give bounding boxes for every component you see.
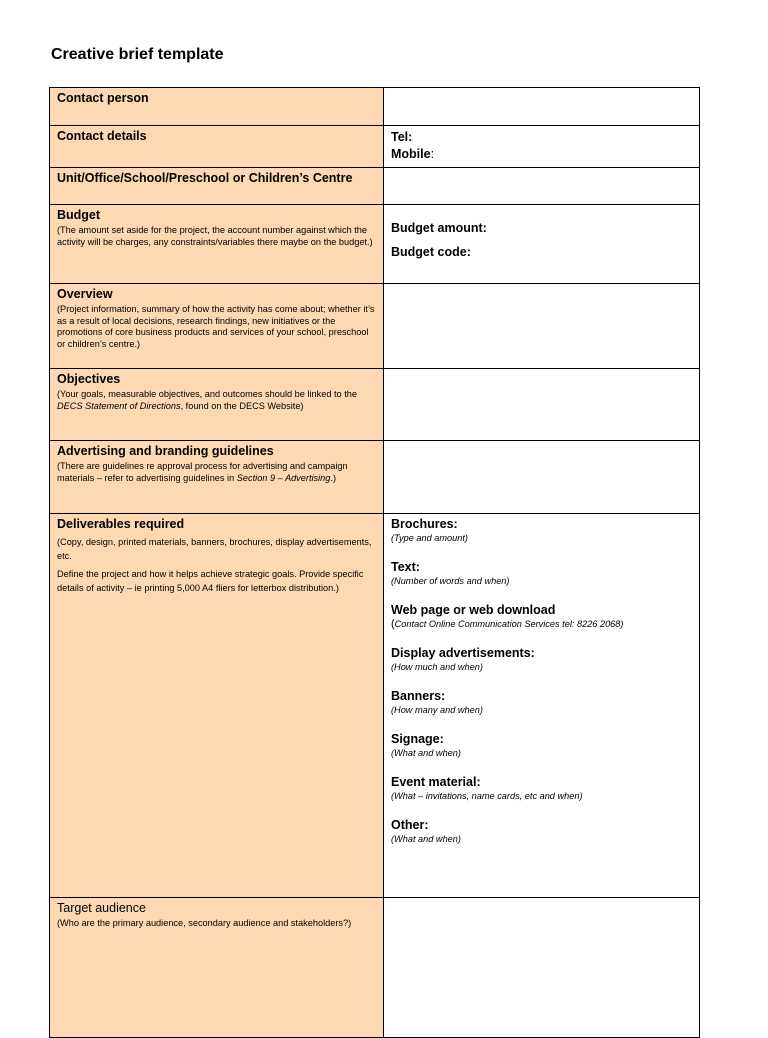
budget-amount-label: Budget amount: [391, 221, 487, 235]
advertising-note [57, 461, 377, 484]
advertising-label: Advertising and branding guidelines [57, 444, 274, 458]
budget-note: (The amount set aside for the project, the account number against which the activity will be charges, any constraints/variables there maybe on the budget.) [57, 225, 373, 247]
label-cell [50, 88, 384, 126]
deliverables-label: Deliverables required [57, 517, 185, 531]
unit-label: Unit/Office/School/Preschool or Children’s Centre [57, 171, 353, 185]
deliverable-heading: Banners: [391, 689, 446, 703]
deliverable-signage [391, 732, 693, 759]
deliverables-note-2: Define the project and how it helps achieve strategic goals. Provide specific details of activity – ie printing 5,000 A4 fliers for letterbox distribution.) [57, 569, 364, 593]
mobile-line [391, 146, 693, 163]
advertising-note-text: (There are guidelines re approval process for advertising and campaign materials – refer to advertising guidelines in [57, 461, 348, 483]
decs-statement-link-text: DECS Statement of Directions [57, 400, 181, 411]
deliverable-heading: Text: [391, 560, 420, 574]
target-audience-label: Target audience [57, 901, 146, 915]
mobile-colon: : [430, 147, 435, 161]
objectives-label: Objectives [57, 372, 121, 386]
brief-table [49, 87, 700, 1038]
objectives-field[interactable] [384, 369, 700, 441]
objectives-note [57, 389, 377, 412]
deliverable-heading: Event material: [391, 775, 481, 789]
deliverable-text [391, 560, 693, 587]
deliverable-heading: Other: [391, 818, 429, 832]
advertising-note-end: .) [330, 472, 337, 483]
row-target-audience [50, 898, 700, 1038]
deliverable-heading: Web page or web download [391, 603, 556, 617]
row-deliverables [50, 514, 700, 898]
unit-field[interactable] [384, 168, 700, 205]
row-advertising [50, 441, 700, 514]
overview-label: Overview [57, 287, 113, 301]
budget-label: Budget [57, 208, 101, 222]
contact-person-label: Contact person [57, 91, 149, 105]
online-comms-note: Contact Online Communication Services tel: 8226 2068) [394, 619, 624, 629]
label-cell [50, 441, 384, 514]
section-9-reference: Section 9 – Advertising [236, 472, 331, 483]
contact-details-label: Contact details [57, 129, 147, 143]
objectives-note-end: , found on the DECS Website) [180, 400, 304, 411]
deliverable-web-page [391, 603, 693, 630]
label-cell [50, 369, 384, 441]
budget-code-label: Budget code: [391, 245, 471, 259]
label-cell [50, 205, 384, 284]
budget-field[interactable] [384, 205, 700, 284]
deliverable-note [391, 618, 693, 630]
deliverable-banners [391, 689, 693, 716]
page-title: Creative brief template [51, 46, 224, 63]
row-contact-person [50, 88, 700, 126]
deliverable-heading: Brochures: [391, 517, 458, 531]
row-overview [50, 284, 700, 369]
deliverable-display-ads [391, 646, 693, 673]
overview-note: (Project information, summary of how the activity has come about; whether it’s as a result of local decisions, research findings, new initiatives or the promotions of core business products and services of your school, preschool or children’s centre.) [57, 304, 375, 349]
target-audience-field[interactable] [384, 898, 700, 1038]
row-unit [50, 168, 700, 205]
row-contact-details [50, 126, 700, 168]
deliverable-event-material [391, 775, 693, 802]
deliverable-heading: Display advertisements: [391, 646, 535, 660]
label-cell [50, 284, 384, 369]
deliverable-note: (How much and when) [391, 662, 483, 672]
label-cell [50, 126, 384, 168]
deliverable-note: (Number of words and when) [391, 576, 510, 586]
row-budget [50, 205, 700, 284]
mobile-label: Mobile [391, 147, 431, 161]
target-audience-note: (Who are the primary audience, secondary audience and stakeholders?) [57, 918, 352, 928]
advertising-field[interactable] [384, 441, 700, 514]
contact-person-field[interactable] [384, 88, 700, 126]
deliverable-note: (What and when) [391, 834, 461, 844]
deliverable-brochures [391, 517, 693, 544]
label-cell [50, 168, 384, 205]
deliverable-note: (How many and when) [391, 705, 483, 715]
deliverable-note: (What and when) [391, 748, 461, 758]
deliverables-field[interactable] [384, 514, 700, 898]
deliverables-note-1: (Copy, design, printed materials, banners, brochures, display advertisements, etc. [57, 537, 372, 561]
row-objectives [50, 369, 700, 441]
objectives-note-text: (Your goals, measurable objectives, and outcomes should be linked to the [57, 389, 357, 399]
deliverable-note: (What – invitations, name cards, etc and when) [391, 791, 583, 801]
tel-label: Tel: [391, 130, 413, 144]
contact-details-field[interactable] [384, 126, 700, 168]
label-cell [50, 898, 384, 1038]
deliverable-other [391, 818, 693, 845]
paren-open: ( [391, 618, 395, 630]
overview-field[interactable] [384, 284, 700, 369]
deliverable-heading: Signage: [391, 732, 444, 746]
deliverable-note: (Type and amount) [391, 533, 468, 543]
label-cell [50, 514, 384, 898]
